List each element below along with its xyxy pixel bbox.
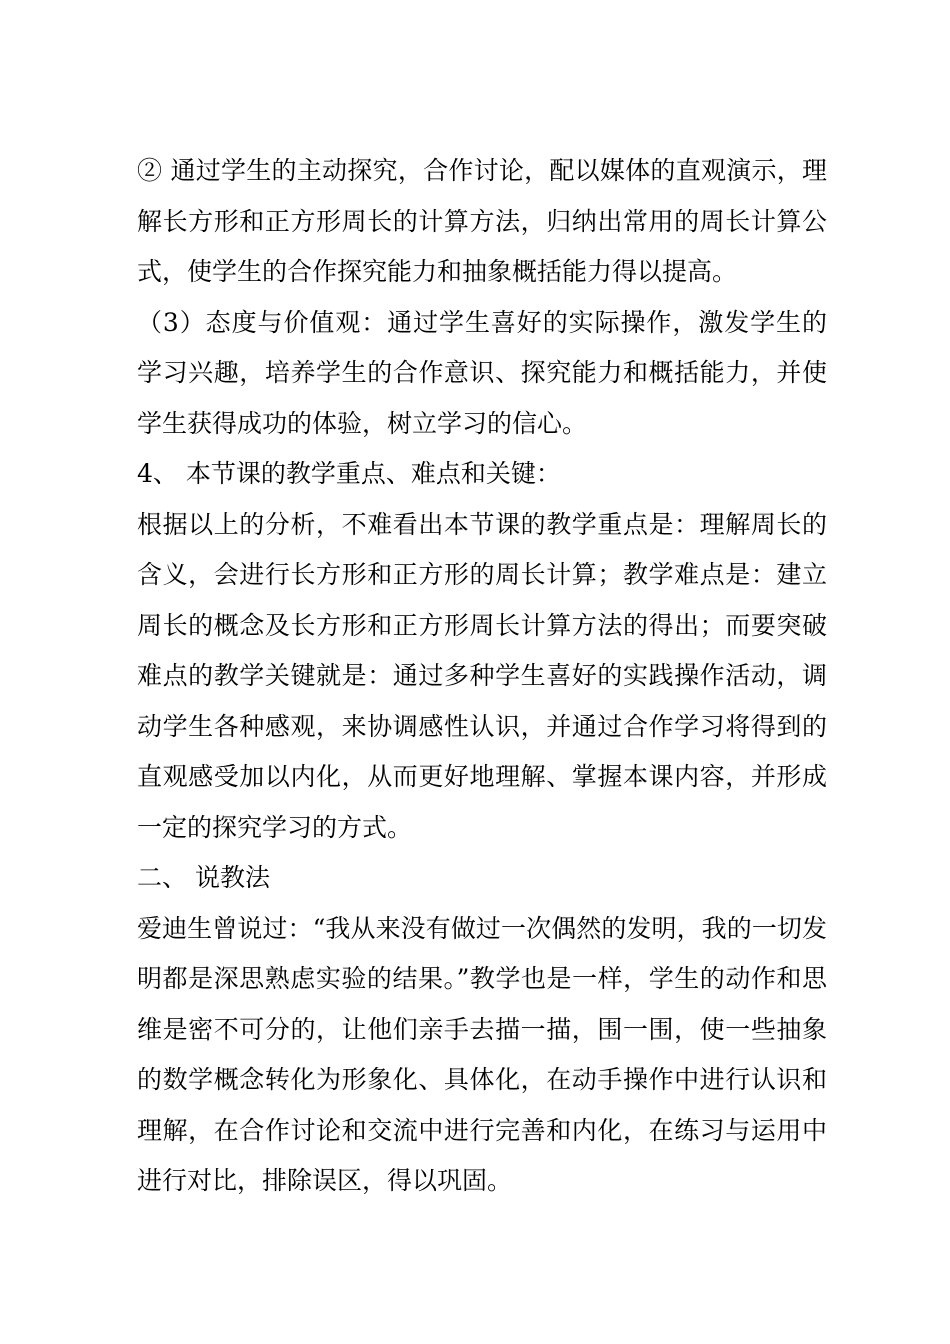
section-heading-key-points: 4、 本节课的教学重点、难点和关键： (137, 459, 561, 488)
paragraph-attitude-values: （3）态度与价值观：通过学生喜好的实际操作，激发学生的学习兴趣，培养学生的合作意识、探究能力和概括能力，并使学生获得成功的体验，树立学习的信心。 (137, 307, 827, 438)
section-heading-teaching-method: 二、 说教法 (137, 863, 270, 892)
paragraph-teaching-method: 爱迪生曾说过：“我从来没有做过一次偶然的发明，我的一切发明都是深思熟虑实验的结果。”教学也是一样，学生的动作和思维是密不可分的，让他们亲手去描一描，围一围，使一些抽象的数学概念转化为形象化、具体化，在动手操作中进行认识和理解，在合作讨论和交流中进行完善和内化，在练习与运用中进行对比，排除误区，得以巩固。 (137, 913, 827, 1195)
paragraph-key-points: 根据以上的分析，不难看出本节课的教学重点是：理解周长的含义，会进行长方形和正方形的周长计算；教学难点是：建立周长的概念及长方形和正方形周长计算方法的得出；而要突破难点的教学关键就是：通过多种学生喜好的实践操作活动，调动学生各种感观，来协调感性认识，并通过合作学习将得到的直观感受加以内化，从而更好地理解、掌握本课内容，并形成一定的探究学习的方式。 (137, 509, 827, 842)
document-body (137, 146, 827, 1207)
paragraph-objective-2: ② 通过学生的主动探究，合作讨论，配以媒体的直观演示，理解长方形和正方形周长的计算方法，归纳出常用的周长计算公式，使学生的合作探究能力和抽象概括能力得以提高。 (137, 156, 827, 286)
